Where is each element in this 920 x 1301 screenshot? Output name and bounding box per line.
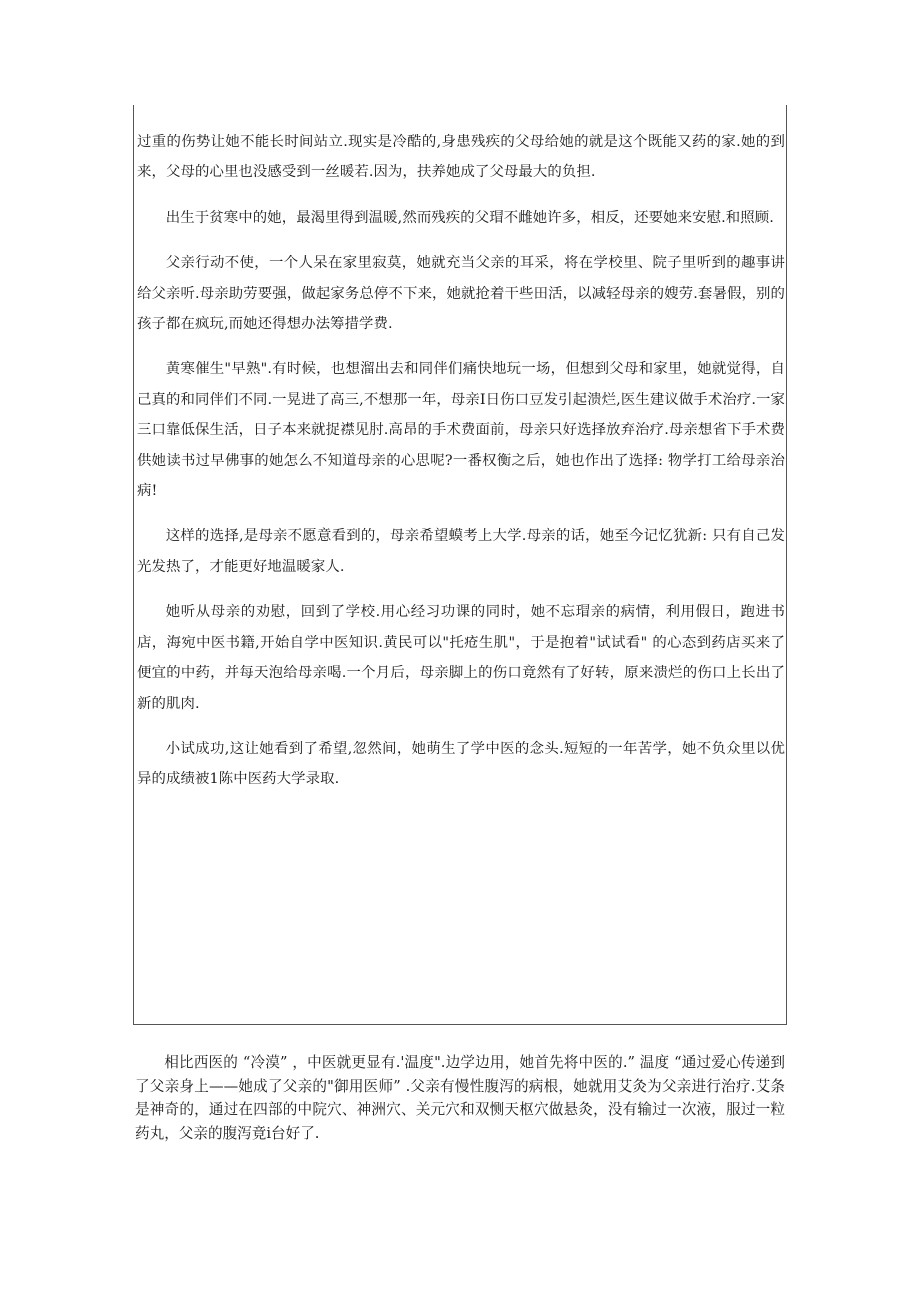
bordered-text-box bbox=[133, 105, 787, 1025]
boxed-paragraph-4: 黄寒催生"早熟".有时候，也想溜出去和同伴们痛快地玩一场，但想到父母和家里，她就觉得，自己真的和同伴们不同.一晃进了高三,不想那一年，母亲Ⅰ日伤口豆发引起溃烂,医生建议做手术治疗.一家三口靠低保生活，日子本来就捉襟见肘.高昂的手术费面前，母亲只好选择放弃治疗.母亲想省下手术费供她读书过早佛事的她怎么不知道母亲的心思呢?一番权衡之后，她也作出了选择: 物学打工给母亲治病! bbox=[137, 361, 785, 500]
boxed-paragraph-5: 这样的选择,是母亲不愿意看到的，母亲希望蟆考上大学.母亲的话，她至今记忆犹新: 只有自己发光发热了，才能更好地温暖家人. bbox=[137, 528, 785, 575]
boxed-text-content bbox=[137, 127, 785, 810]
closing-text-block bbox=[135, 1051, 785, 1145]
boxed-paragraph-6: 她听从母亲的劝慰，回到了学校.用心经习功课的同时，她不忘瑁亲的病情，利用假日，跑进书店，海宛中医书籍,开始自学中医知识.黄民可以"托疮生肌"，于是抱着"试试看" 的心态到药店买来了便宜的中药，并每天泡给母亲喝.一个月后，母亲脚上的伤口竟然有了好转，原来溃烂的伤口上长出了新的肌肉. bbox=[137, 604, 785, 712]
boxed-paragraph-2: 出生于贫寒中的她，最渴里得到温暖,然而残疾的父瑁不雌她许多，相反，还要她来安慰.和照顾. bbox=[165, 209, 774, 226]
boxed-paragraph-1: 过重的伤势让她不能长时间站立.现实是冷酷的,身患残疾的父母给她的就是这个既能又药的家.她的到来，父母的心里也没感受到一丝暖若.因为，扶养她成了父母最大的负担. bbox=[137, 134, 785, 181]
closing-paragraph: 相比西医的 “冷漠” ，中医就更显有.'温度".边学边用，她首先将中医的.” 温度 “通过爱心传递到了父亲身上——她成了父亲的"御用医师” .父亲有慢性腹泻的病根，她就用艾灸为父亲进行治疗.艾条是神奇的，通过在四部的中院穴、神洲穴、关元穴和双恻天枢穴做悬灸，没有输过一次液，服过一粒药丸，父亲的腹泻竟i台好了. bbox=[135, 1054, 785, 1142]
boxed-paragraph-7: 小试成功,这让她看到了希望,忽然间，她萌生了学中医的念头.短短的一年苦学，她不负众里以优异的成绩被1陈中医药大学录取. bbox=[137, 740, 785, 788]
boxed-paragraph-3: 父亲行动不使，一个人呆在家里寂莫，她就充当父亲的耳采，将在学校里、院子里听到的趣事讲给父亲听.母亲助劳要强，做起家务总停不下来，她就抢着干些田活，以减轻母亲的嫂劳.套暑假，别的孩子都在疯玩,而她还得想办法筹措学费. bbox=[137, 255, 785, 333]
